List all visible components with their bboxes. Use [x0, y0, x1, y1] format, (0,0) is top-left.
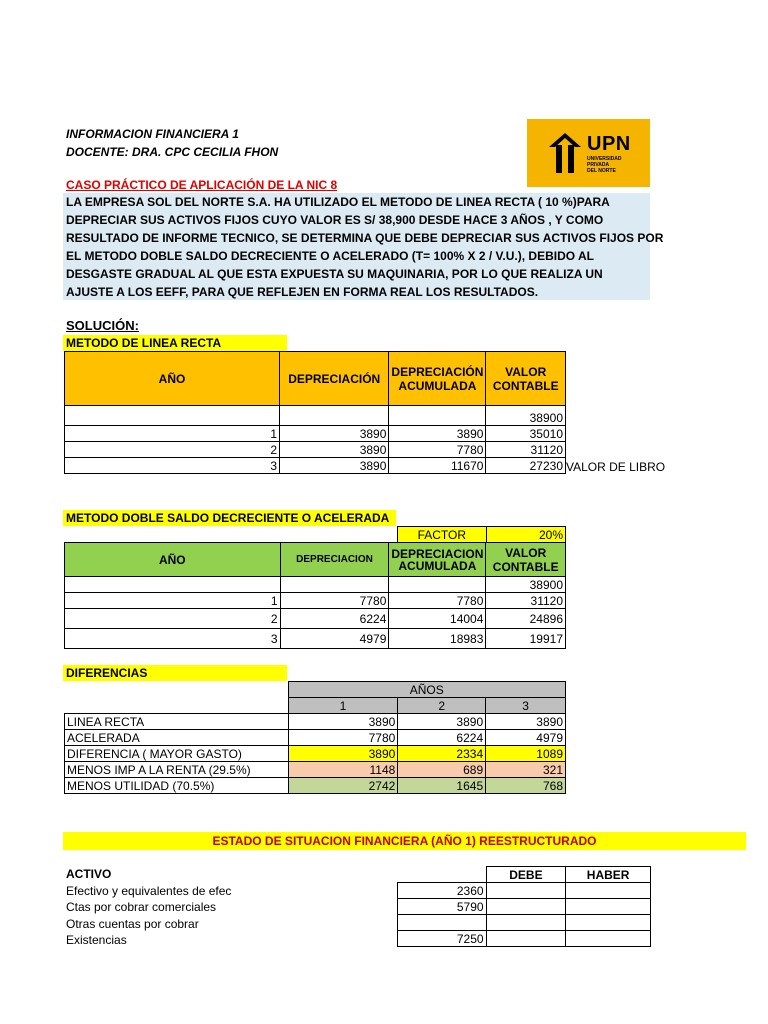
cell: 3890: [288, 714, 398, 730]
table-row: [65, 730, 566, 746]
cell: 689: [398, 762, 486, 778]
estado-item-label: Ctas por cobrar comerciales: [66, 900, 217, 914]
header-valor-contable: VALOR CONTABLE: [486, 543, 566, 577]
cell: 7250: [398, 931, 487, 947]
cell: 321: [486, 762, 566, 778]
cell: 14004: [389, 609, 486, 629]
case-line: LA EMPRESA SOL DEL NORTE S.A. HA UTILIZADO EL METODO DE LINEA RECTA ( 10 %)PARA: [66, 195, 610, 209]
haber-header: HABER: [566, 867, 651, 883]
case-line: AJUSTE A LOS EEFF, PARA QUE REFLEJEN EN FORMA REAL LOS RESULTADOS.: [66, 285, 539, 299]
year-header: 3: [486, 698, 566, 714]
case-line: RESULTADO DE INFORME TECNICO, SE DETERMINA QUE DEBE DEPRECIAR SUS ACTIVOS FIJOS POR: [66, 231, 664, 245]
estado-table: [397, 866, 651, 947]
cell: 1: [65, 426, 280, 442]
header-depreciacion-acumulada: DEPRECIACIÓN ACUMULADA: [389, 352, 486, 406]
row-label: DIFERENCIA ( MAYOR GASTO): [65, 746, 289, 762]
header-line-1: INFORMACION FINANCIERA 1: [66, 127, 239, 141]
header-valor-contable: VALOR CONTABLE: [486, 352, 566, 406]
cell: 1148: [288, 762, 398, 778]
factor-label: FACTOR: [398, 527, 487, 543]
cell: 31120: [486, 442, 566, 458]
case-line: DEPRECIAR SUS ACTIVOS FIJOS CUYO VALOR ES S/ 38,900 DESDE HACE 3 AÑOS , Y COMO: [66, 213, 604, 227]
logo-sub-1: UNIVERSIDAD: [587, 156, 622, 162]
acelerada-title: METODO DOBLE SALDO DECRECIENTE O ACELERADA: [63, 510, 396, 526]
factor-table: [397, 526, 566, 543]
row-label: LINEA RECTA: [65, 714, 289, 730]
header-ano: AÑO: [65, 543, 281, 577]
table-row: [65, 442, 566, 458]
header-line-2: DOCENTE: DRA. CPC CECILIA FHON: [66, 145, 279, 159]
cell: 3890: [280, 458, 389, 474]
year-header: 1: [288, 698, 398, 714]
table-row: [398, 931, 651, 947]
cell: 6224: [280, 609, 389, 629]
header-depreciacion-acumulada: DEPRECIACION ACUMULADA: [389, 543, 486, 577]
upn-logo: [527, 119, 650, 187]
cell: 3: [65, 629, 281, 649]
table-row: [65, 746, 566, 762]
diferencias-table: [64, 681, 566, 794]
table-row: [65, 778, 566, 794]
cell: 3: [65, 458, 280, 474]
diferencias-title: DIFERENCIAS: [63, 665, 287, 681]
cell: 2: [65, 442, 280, 458]
table-row: [65, 577, 566, 593]
table-row: [65, 458, 566, 474]
cell: 2360: [398, 883, 487, 899]
logo-sub-3: DEL NORTE: [587, 168, 616, 174]
cell: 2334: [398, 746, 486, 762]
cell: 5790: [398, 899, 487, 915]
anos-header: AÑOS: [288, 682, 565, 698]
cell: 31120: [486, 593, 566, 609]
estado-item-label: Otras cuentas por cobrar: [66, 917, 199, 931]
table-row: [65, 714, 566, 730]
solucion-heading: SOLUCIÓN:: [66, 318, 139, 333]
initial-value: 38900: [486, 577, 566, 593]
cell: 2742: [288, 778, 398, 794]
table-row: [65, 426, 566, 442]
estado-title: ESTADO DE SITUACION FINANCIERA (AÑO 1) REESTRUCTURADO: [63, 832, 746, 850]
logo-sub-2: PRIVADA: [587, 162, 610, 168]
acelerada-table: [64, 542, 566, 649]
cell: 3890: [280, 426, 389, 442]
cell: 11670: [389, 458, 486, 474]
debe-header: DEBE: [486, 867, 566, 883]
table-header: [65, 352, 566, 406]
linea-recta-table: [64, 351, 566, 474]
table-row: [65, 406, 566, 426]
cell: 2: [65, 609, 281, 629]
table-row: [65, 629, 566, 649]
row-label: ACELERADA: [65, 730, 289, 746]
case-line: DESGASTE GRADUAL AL QUE ESTA EXPUESTA SU MAQUINARIA, POR LO QUE REALIZA UN: [66, 267, 603, 281]
row-label: MENOS IMP A LA RENTA (29.5%): [65, 762, 289, 778]
logo-subtitle: [587, 156, 621, 174]
cell: 768: [486, 778, 566, 794]
cell: 3890: [280, 442, 389, 458]
cell: 18983: [389, 629, 486, 649]
table-row: [65, 609, 566, 629]
upn-arrow-icon: [549, 133, 583, 173]
case-line: EL METODO DOBLE SALDO DECRECIENTE O ACELERADO (T= 100% X 2 / V.U.), DEBIDO AL: [66, 249, 594, 263]
cell: 3890: [486, 714, 566, 730]
cell: 4979: [486, 730, 566, 746]
row-label: MENOS UTILIDAD (70.5%): [65, 778, 289, 794]
header-depreciacion: DEPRECIACION: [280, 543, 389, 577]
cell: 7780: [280, 593, 389, 609]
cell: [398, 915, 487, 931]
cell: 3890: [389, 426, 486, 442]
cell: 35010: [486, 426, 566, 442]
cell: 1089: [486, 746, 566, 762]
cell: 3890: [398, 714, 486, 730]
year-header: 2: [398, 698, 486, 714]
cell: 27230: [486, 458, 566, 474]
estado-item-label: Efectivo y equivalentes de efec: [66, 884, 232, 898]
cell: 7780: [288, 730, 398, 746]
cell: 3890: [288, 746, 398, 762]
cell: 19917: [486, 629, 566, 649]
header-depreciacion: DEPRECIACIÓN: [280, 352, 389, 406]
cell: 24896: [486, 609, 566, 629]
cell: 4979: [280, 629, 389, 649]
initial-value: 38900: [486, 406, 566, 426]
case-title: CASO PRÁCTICO DE APLICACIÓN DE LA NIC 8: [66, 178, 338, 192]
estado-item-label: Existencias: [66, 933, 127, 947]
table-header: [65, 543, 566, 577]
linea-recta-title: METODO DE LINEA RECTA: [63, 335, 287, 351]
valor-libro-note: VALOR DE LIBRO: [566, 460, 666, 474]
table-row: [398, 883, 651, 899]
cell: 6224: [398, 730, 486, 746]
cell: 7780: [389, 442, 486, 458]
cell: 7780: [389, 593, 486, 609]
table-row: [398, 915, 651, 931]
table-row: [398, 899, 651, 915]
activo-heading: ACTIVO: [66, 867, 112, 881]
case-description: [63, 193, 664, 300]
factor-value: 20%: [486, 527, 565, 543]
cell: 1645: [398, 778, 486, 794]
table-row: [65, 762, 566, 778]
cell: 1: [65, 593, 281, 609]
header-ano: AÑO: [65, 352, 280, 406]
table-row: [65, 593, 566, 609]
logo-brand: UPN: [587, 133, 631, 155]
